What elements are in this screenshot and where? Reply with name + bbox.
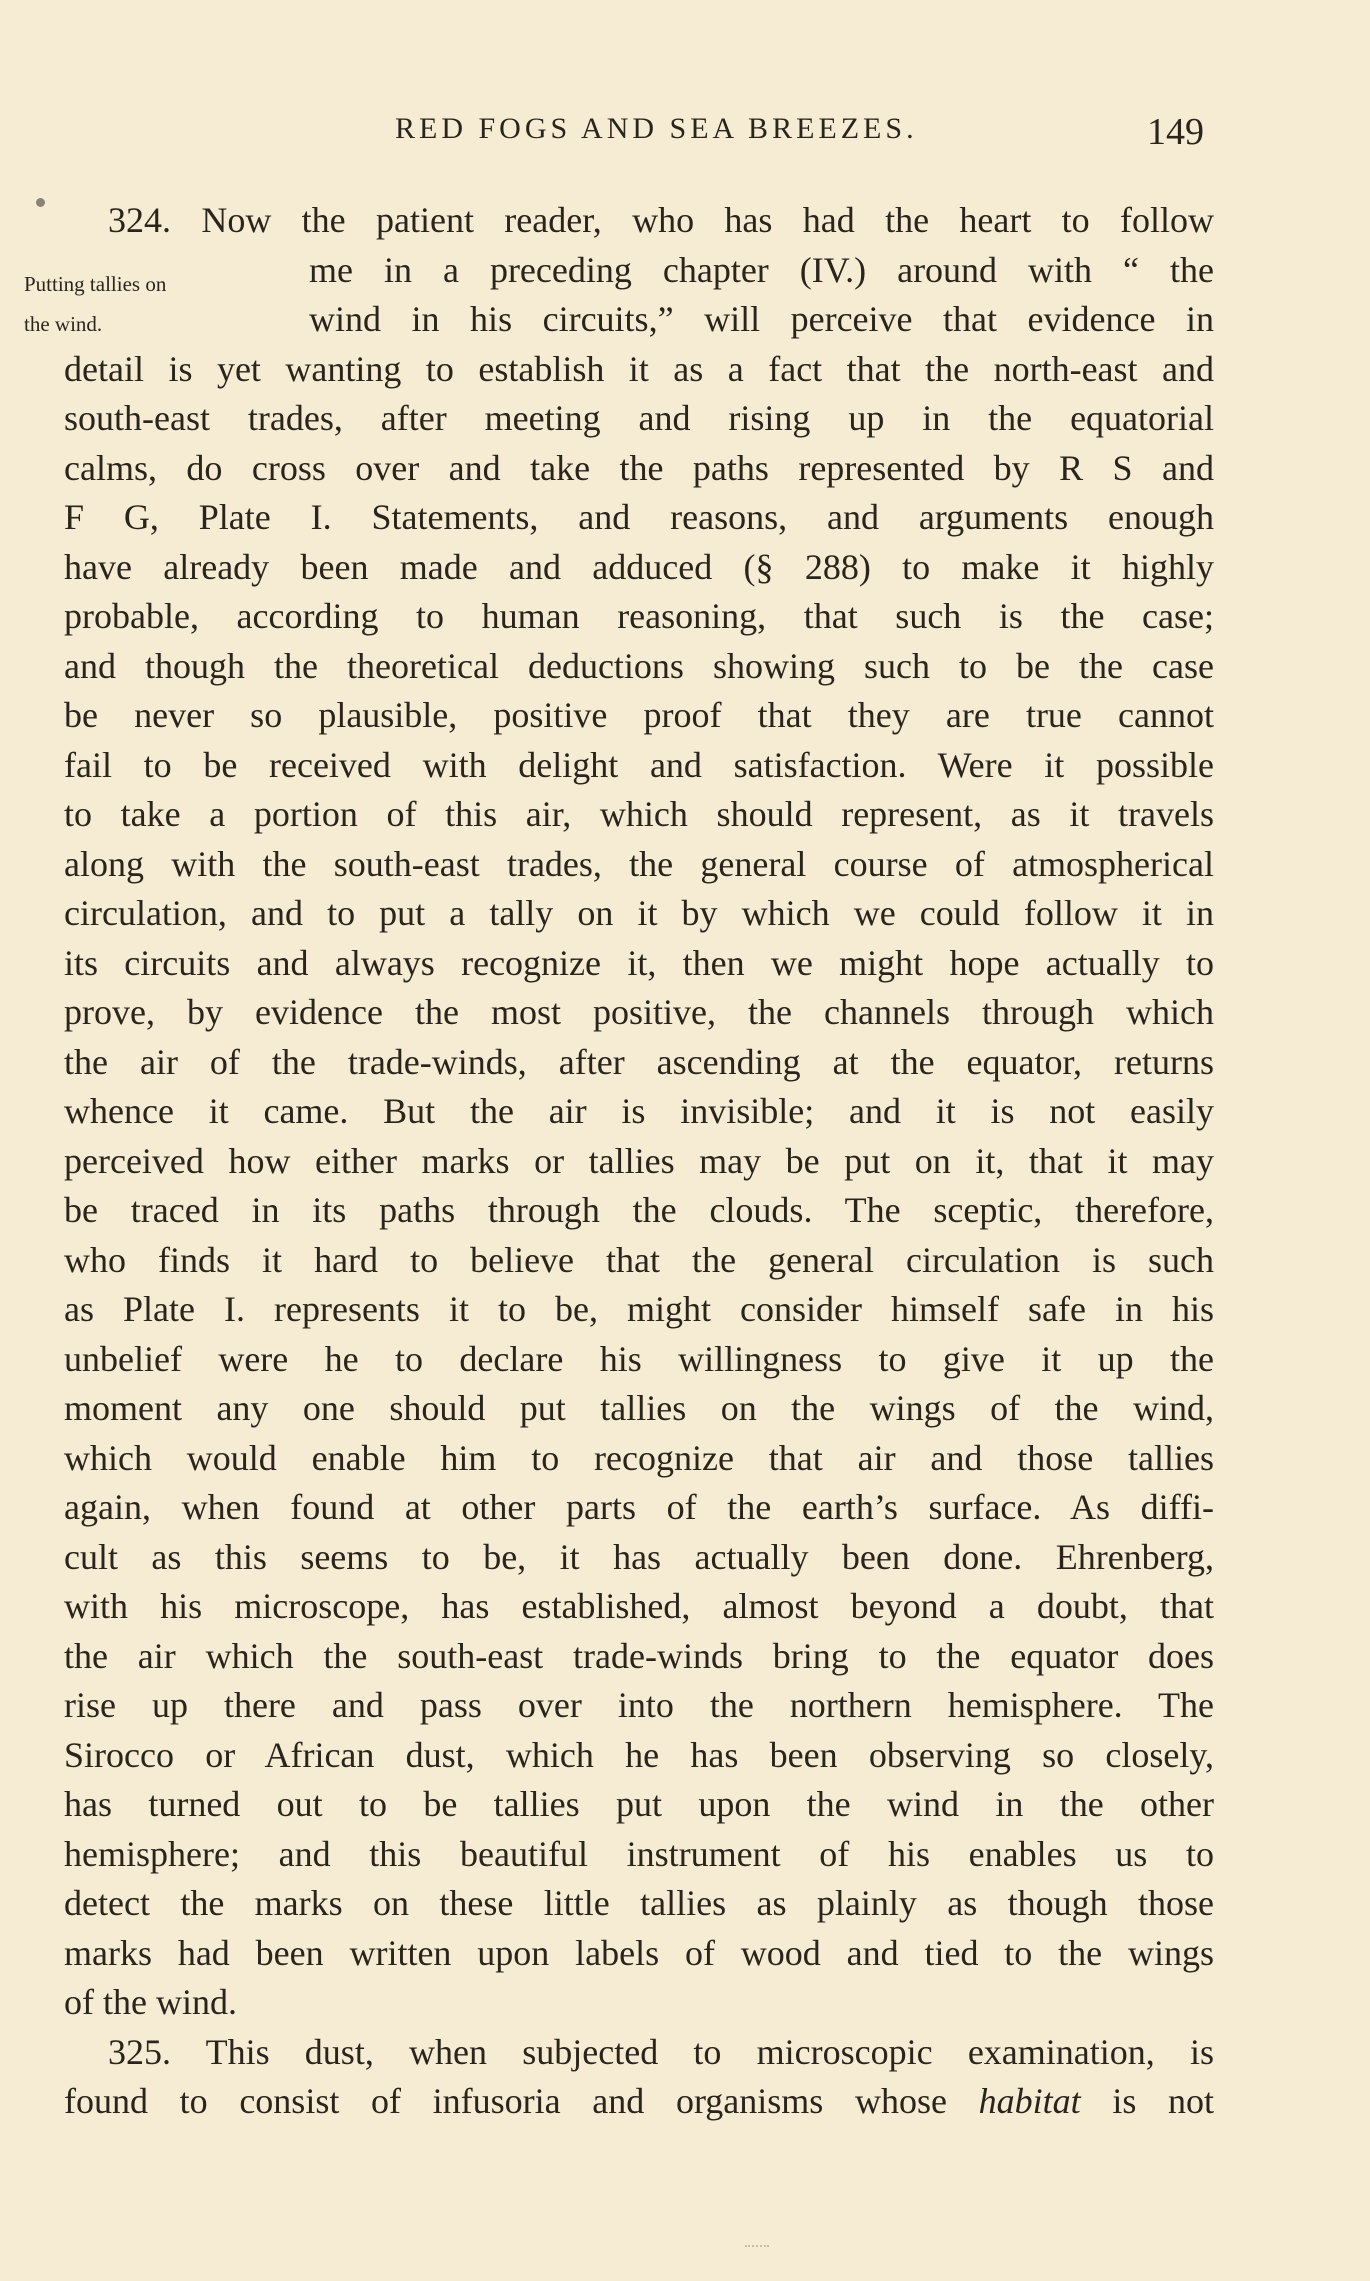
- text-line: wind in his circuits,” will perceive that evidence in: [309, 299, 1214, 339]
- text-line: its circuits and always recognize it, then we might hope actually to: [64, 942, 1214, 983]
- running-head: RED FOGS AND SEA BREEZES.: [395, 112, 918, 145]
- text-line: as Plate I. represents it to be, might consider himself safe in his: [64, 1289, 1214, 1329]
- text-line: hemisphere; and this beautiful instrument of his enables us to: [64, 1833, 1214, 1874]
- page-number: 149: [1147, 111, 1204, 153]
- text-segment: is not: [1112, 2081, 1214, 2121]
- text-line: detect the marks on these little tallies as plainly as though those: [64, 1883, 1214, 1923]
- text-line: who finds it hard to believe that the general circulation is such: [64, 1239, 1214, 1280]
- text-line: which would enable him to recognize that air and those tallies: [64, 1437, 1214, 1478]
- text-line: marks had been written upon labels of wood and tied to the wings: [64, 1932, 1214, 1973]
- text-line: the air which the south-east trade-winds bring to the equator does: [64, 1635, 1214, 1676]
- text-line: perceived how either marks or tallies may be put on it, that it may: [64, 1140, 1214, 1181]
- text-line-mixed: [64, 2077, 1214, 2127]
- text-line: south-east trades, after meeting and rising up in the equatorial: [64, 398, 1214, 438]
- text-line: be never so plausible, positive proof that they are true cannot: [64, 695, 1214, 735]
- text-line: detail is yet wanting to establish it as a fact that the north-east and: [64, 348, 1214, 389]
- text-line: circulation, and to put a tally on it by which we could follow it in: [64, 893, 1214, 933]
- margin-note-line-2: the wind.: [24, 312, 103, 336]
- text-segment: found to consist of infusoria and organisms whose: [64, 2081, 947, 2121]
- text-line: prove, by evidence the most positive, the channels through which: [64, 992, 1214, 1032]
- text-line: be traced in its paths through the clouds. The sceptic, therefore,: [64, 1190, 1214, 1230]
- text-line: whence it came. But the air is invisible; and it is not easily: [64, 1091, 1214, 1131]
- footer-dots: [745, 2245, 769, 2249]
- body-text: [64, 196, 1214, 2127]
- text-line: cult as this seems to be, it has actually been done. Ehrenberg,: [64, 1536, 1214, 1577]
- text-line: again, when found at other parts of the earth’s surface. As diffi-: [64, 1487, 1214, 1527]
- text-line: calms, do cross over and take the paths represented by R S and: [64, 447, 1214, 488]
- text-line: rise up there and pass over into the northern hemisphere. The: [64, 1685, 1214, 1725]
- text-line: unbelief were he to declare his willingness to give it up the: [64, 1338, 1214, 1379]
- text-line: F G, Plate I. Statements, and reasons, and arguments enough: [64, 497, 1214, 537]
- text-line: probable, according to human reasoning, that such is the case;: [64, 596, 1214, 636]
- text-line: along with the south-east trades, the general course of atmospherical: [64, 843, 1214, 884]
- text-line: has turned out to be tallies put upon the wind in the other: [64, 1784, 1214, 1824]
- text-line: and though the theoretical deductions showing such to be the case: [64, 645, 1214, 686]
- margin-note-line-1: Putting tallies on: [24, 272, 167, 296]
- italic-word: habitat: [978, 2081, 1081, 2121]
- text-line: 325. This dust, when subjected to microscopic examination, is: [108, 2031, 1214, 2072]
- text-line: 324. Now the patient reader, who has had the heart to follow: [108, 200, 1214, 240]
- text-line: of the wind.: [64, 1982, 237, 2022]
- text-line: with his microscope, has established, almost beyond a doubt, that: [64, 1586, 1214, 1626]
- text-line: fail to be received with delight and satisfaction. Were it possible: [64, 744, 1214, 785]
- text-line: have already been made and adduced (§ 288) to make it highly: [64, 546, 1214, 587]
- text-line: moment any one should put tallies on the wings of the wind,: [64, 1388, 1214, 1428]
- margin-dot-mark: [36, 198, 45, 207]
- text-line: to take a portion of this air, which should represent, as it travels: [64, 794, 1214, 834]
- text-line: Sirocco or African dust, which he has been observing so closely,: [64, 1734, 1214, 1775]
- text-line: me in a preceding chapter (IV.) around with “ the: [309, 249, 1214, 290]
- text-line: the air of the trade-winds, after ascending at the equator, returns: [64, 1041, 1214, 1082]
